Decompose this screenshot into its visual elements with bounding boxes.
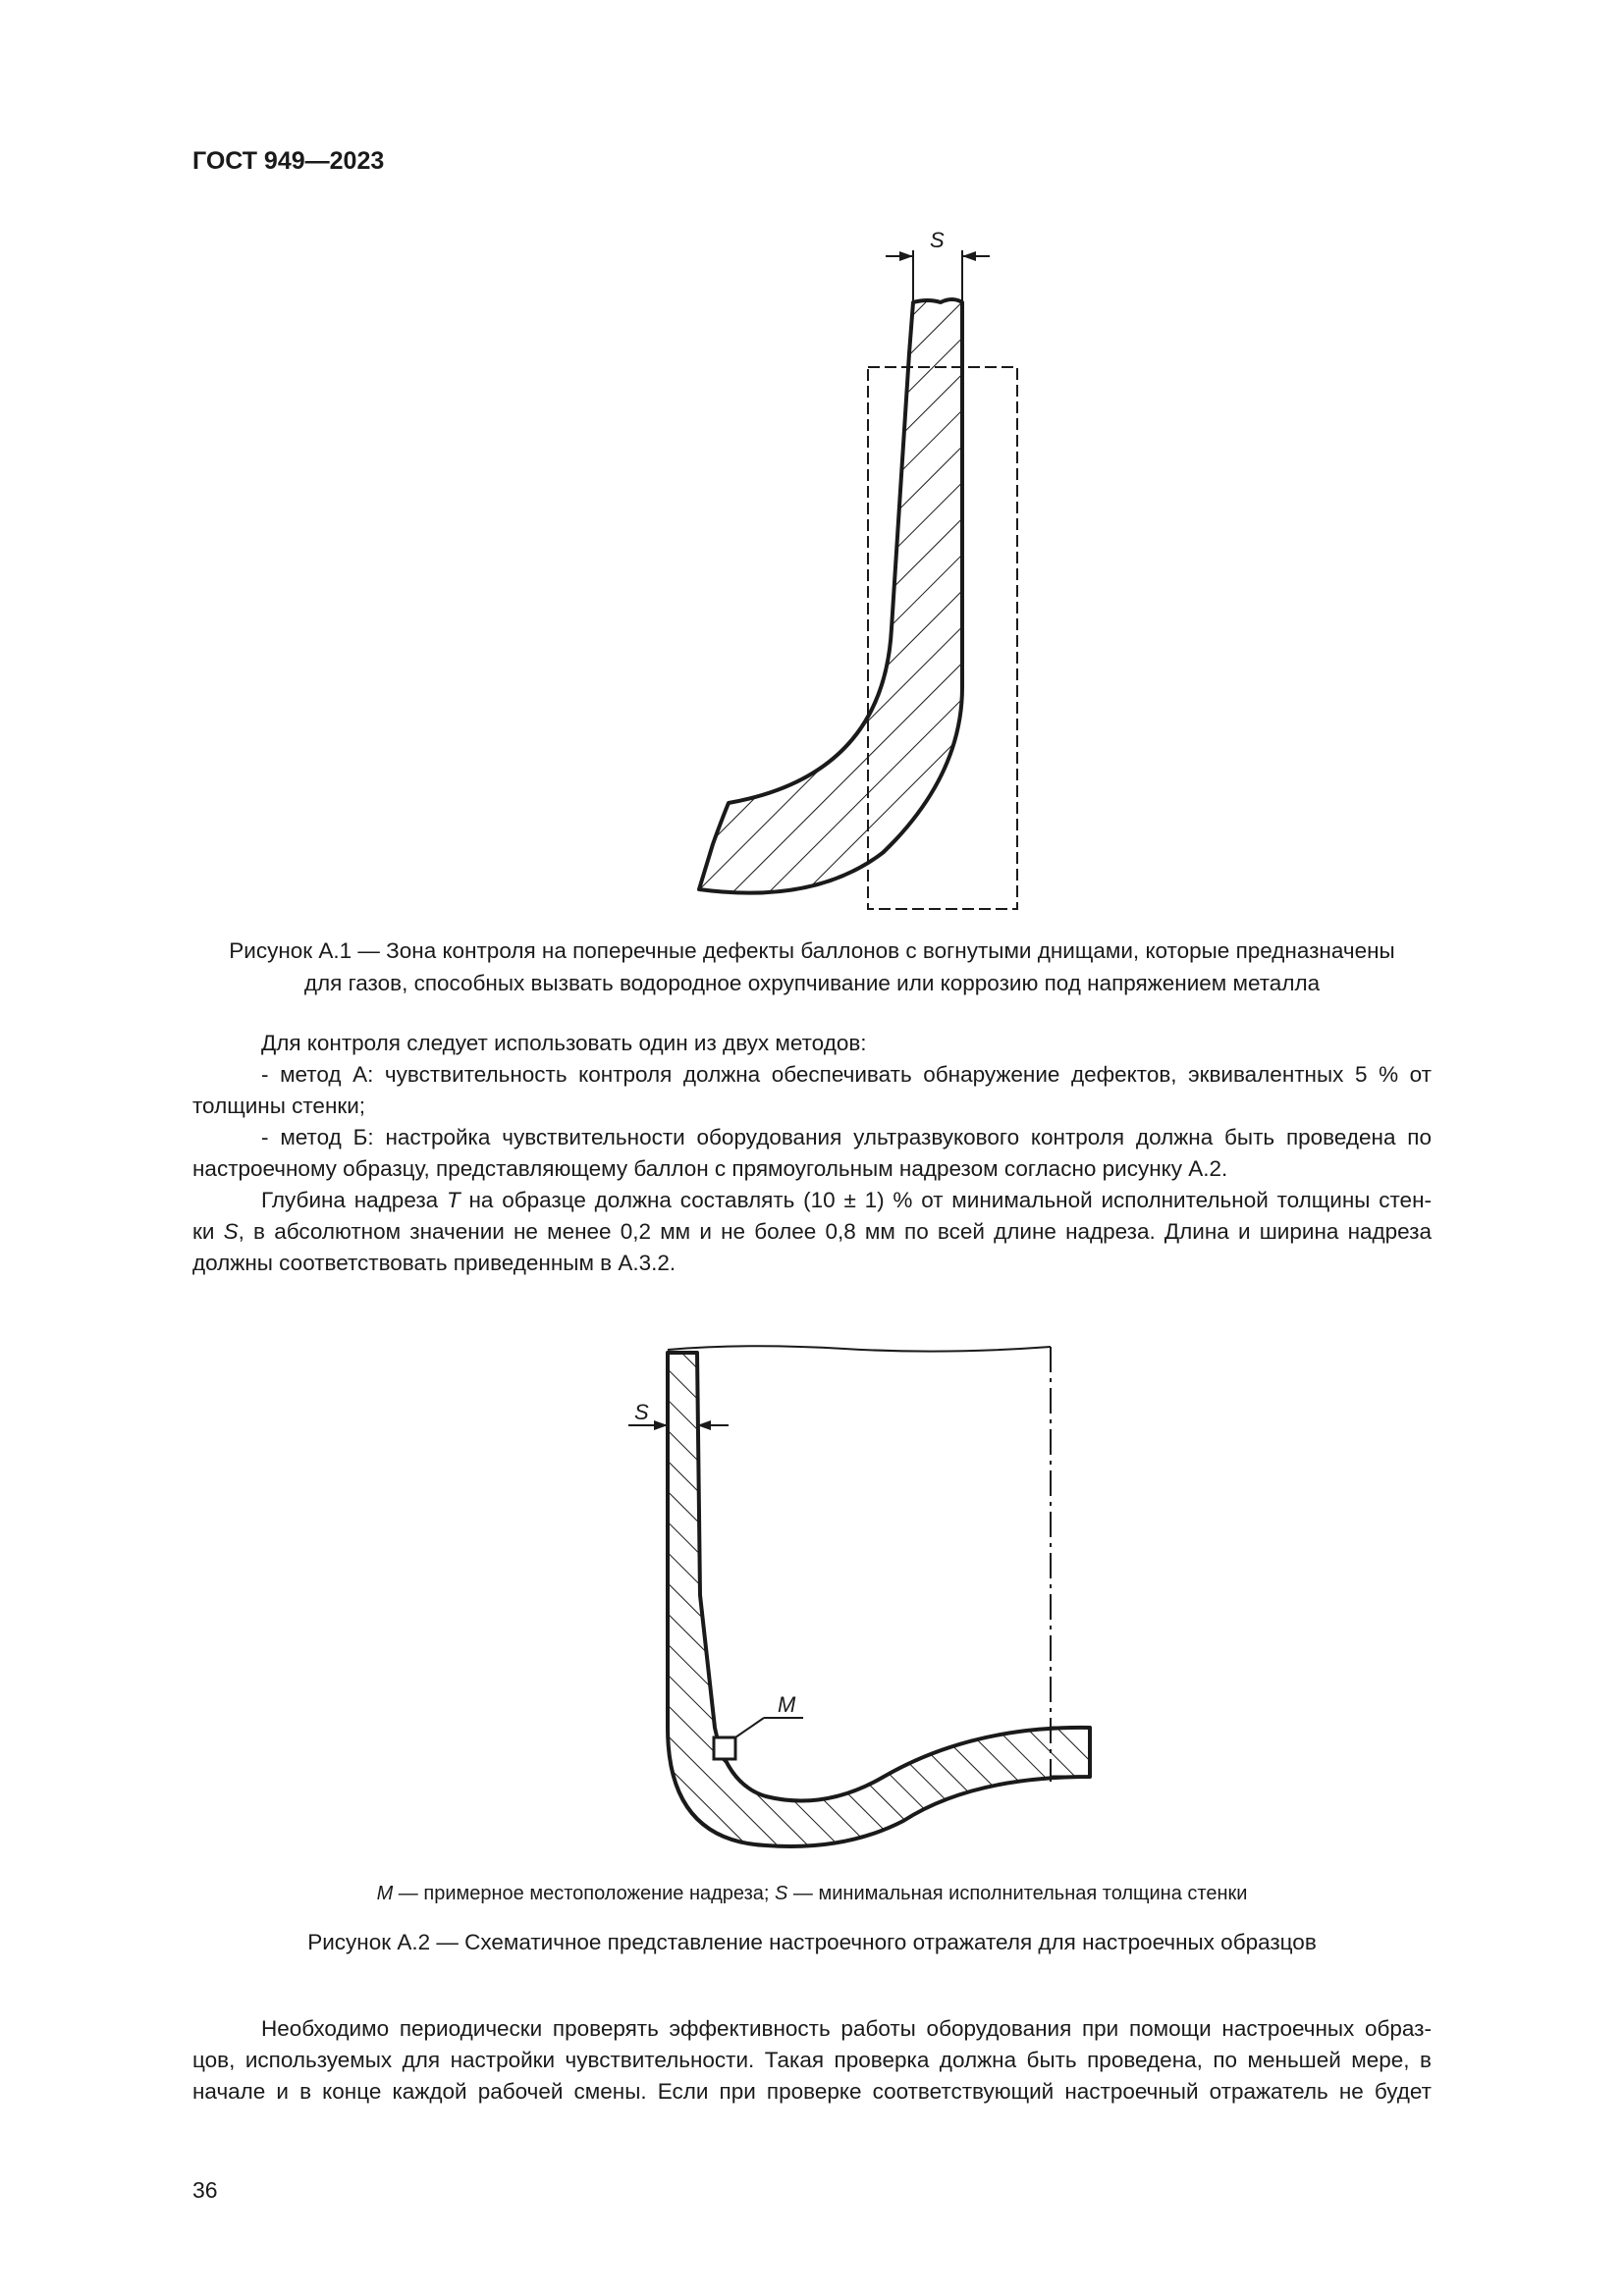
figure-a2-drawing xyxy=(619,1335,1100,1865)
notch-marker xyxy=(714,1737,735,1759)
figure-a2-label-s: S xyxy=(634,1400,649,1424)
figure-a2-label-m: M xyxy=(778,1692,796,1717)
figure-a1-drawing xyxy=(668,221,1060,928)
figure-a2-legend: M — примерное местоположение надреза; S — минимальная исполнительная толщина стенки xyxy=(376,1883,1248,1904)
figure-a1-dimension-s: S xyxy=(930,228,945,252)
cylinder-wall-section xyxy=(699,299,962,893)
sample-wall-section xyxy=(668,1353,1090,1846)
body-text-methods: Для контроля следует использовать один из двух методов: - метод А: чувствительность контроля должна обеспечивать обнаружение дефектов, эквивалентных 5 % от толщины стенки; - метод Б: настройка чувствительности оборудования ультразвукового контроля должна быть проведена по настроечному образцу, представляющему баллон с прямоугольным надрезом согласно рисунку А.2. Глубина надреза T на образце должна составлять (10 ± 1) % от минимальной исполнительной толщины стен- ки S, в абсолютном значении не менее 0,2 мм и не более 0,8 мм по всей длине надреза. Длина и ширина надреза должны соответствовать приведенным в А.3.2. xyxy=(192,1031,1432,1275)
figure-a2-caption: Рисунок А.2 — Схематичное представление настроечного отражателя для настроечных образцов xyxy=(307,1930,1317,1954)
figure-a1-caption: Рисунок А.1 — Зона контроля на поперечные дефекты баллонов с вогнутыми днищами, которые предназначены для газов, способных вызвать водородное охрупчивание или коррозию под напряжением металла xyxy=(229,938,1395,995)
body-text-verification: Необходимо периодически проверять эффективность работы оборудования при помощи настроечных образ- цов, используемых для настройки чувствительности. Такая проверка должна быть проведена, по меньшей мере, в начале и в конце каждой рабочей смены. Если при проверке соответствующий настроечный отражатель не будет xyxy=(192,2016,1432,2104)
document-header: ГОСТ 949—2023 xyxy=(192,147,385,175)
page-number: 36 xyxy=(192,2177,218,2203)
